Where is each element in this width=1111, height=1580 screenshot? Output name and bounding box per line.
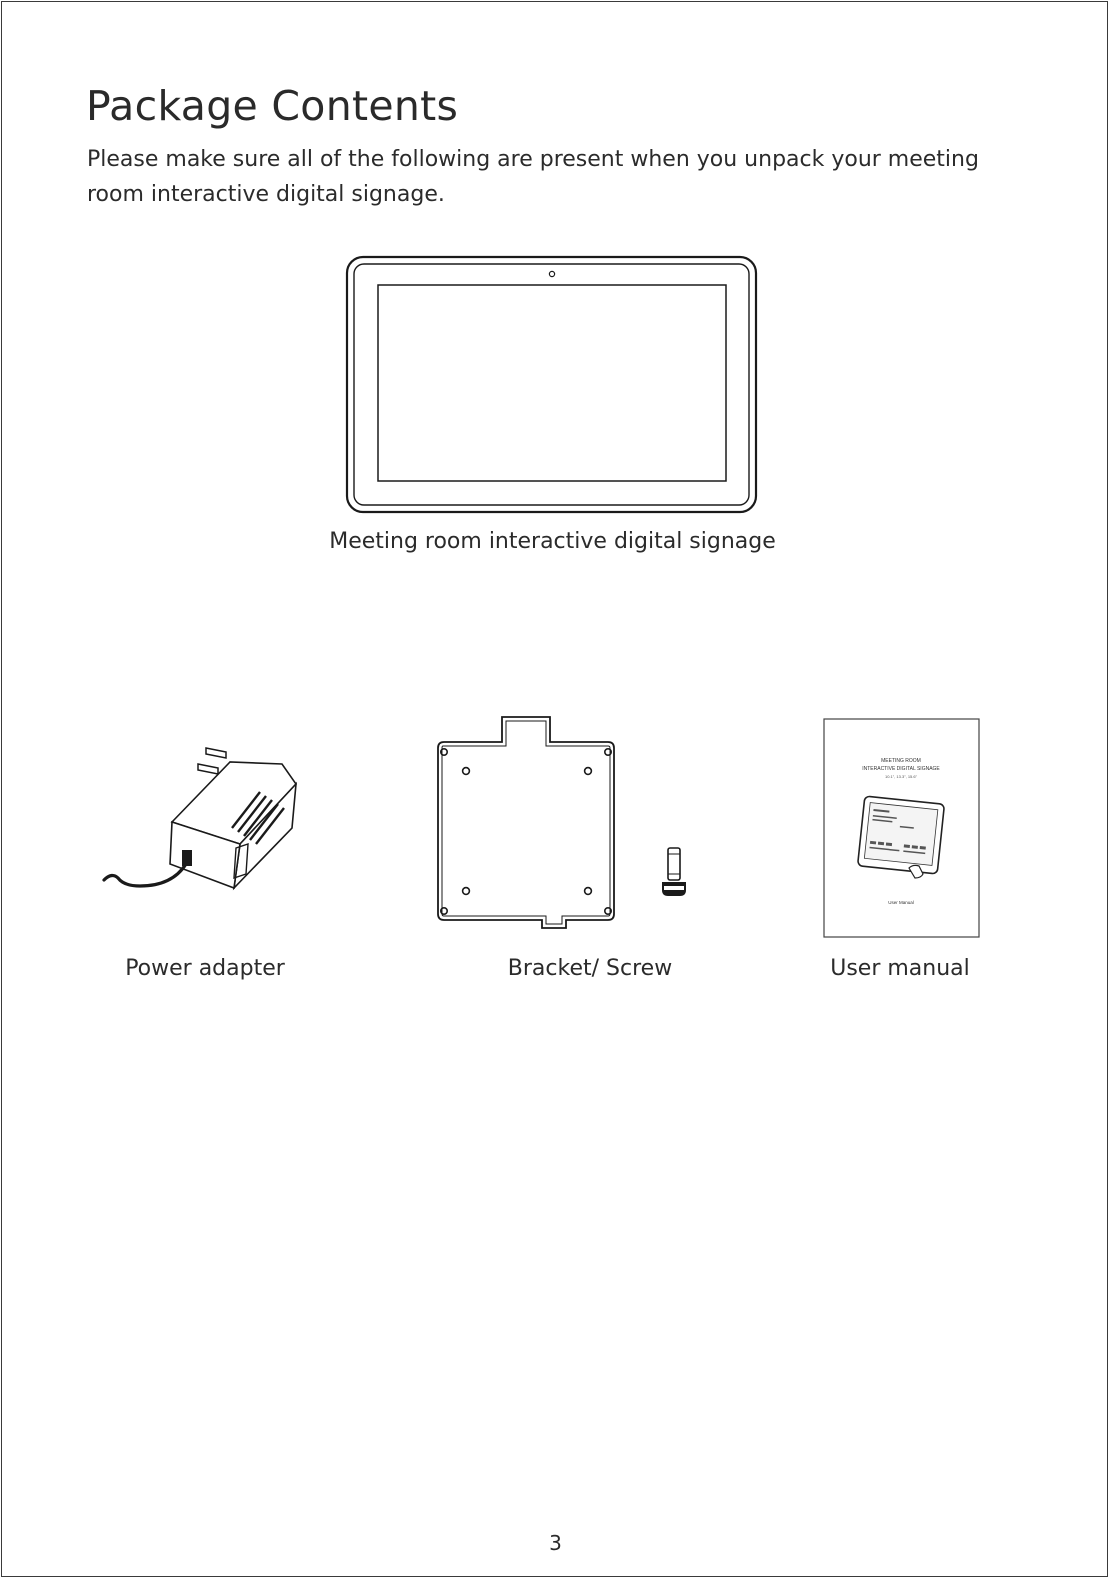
power-adapter-illustration [100,740,310,900]
bracket-screw-caption: Bracket/ Screw [507,956,673,981]
manual-cover-sizes: 10.1", 13.3", 15.6" [884,774,918,779]
intro-paragraph: Please make sure all of the following are present when you unpack your meeting room interactive digital signage. [87,147,979,207]
display-illustration [345,255,760,515]
manual-cover-title: MEETING ROOM [881,758,921,764]
page-number: 3 [549,1531,562,1555]
display-caption: Meeting room interactive digital signage [329,529,776,554]
screw-illustration [656,846,692,901]
page-title: Package Contents [86,82,459,130]
manual-cover-subtitle: INTERACTIVE DIGITAL SIGNAGE [862,766,940,772]
power-adapter-caption: Power adapter [125,956,285,981]
user-manual-caption: User manual [830,956,970,981]
user-manual-illustration [823,718,983,940]
bracket-illustration [432,715,622,940]
manual-cover-device [858,796,945,878]
manual-cover-footer: User Manual [888,900,914,905]
